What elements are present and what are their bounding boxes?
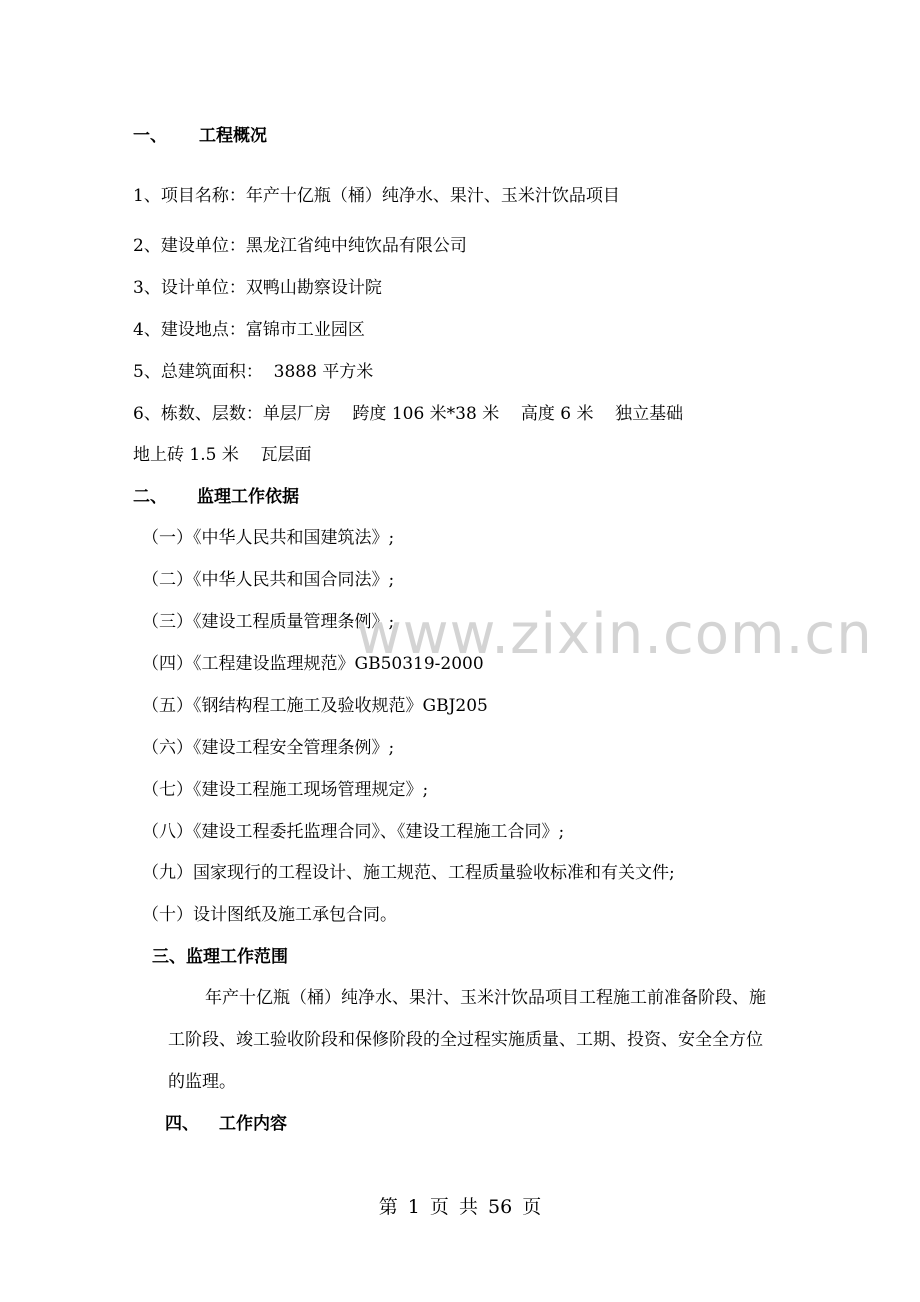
scope-paragraph-line: 的监理。 xyxy=(168,1072,236,1092)
basis-item: （八）《建设工程委托监理合同》、《建设工程施工合同》; xyxy=(142,822,565,842)
basis-item: （四）《工程建设监理规范》GB50319-2000 xyxy=(142,654,484,674)
overview-item: 5、总建筑面积： 3888 平方米 xyxy=(133,362,374,382)
section-title: 工作内容 xyxy=(219,1114,287,1134)
overview-item: 4、建设地点：富锦市工业园区 xyxy=(133,320,365,340)
section-number: 二、 xyxy=(133,487,167,507)
basis-item: （九）国家现行的工程设计、施工规范、工程质量验收标准和有关文件; xyxy=(142,863,675,883)
section-heading-1 xyxy=(133,125,267,147)
watermark: www.zixin.com.cn xyxy=(356,602,873,667)
basis-item: （五）《钢结构程工施工及验收规范》GBJ205 xyxy=(142,696,488,716)
overview-item: 2、建设单位：黑龙江省纯中纯饮品有限公司 xyxy=(133,236,467,256)
overview-item: 地上砖 1.5 米 瓦层面 xyxy=(133,445,312,465)
overview-item: 3、设计单位：双鸭山勘察设计院 xyxy=(133,278,382,298)
page-footer: 第 1 页 共 56 页 xyxy=(378,1196,542,1218)
basis-item: （三）《建设工程质量管理条例》; xyxy=(142,612,395,632)
basis-item: （一）《中华人民共和国建筑法》; xyxy=(142,528,395,548)
basis-item: （七）《建设工程施工现场管理规定》; xyxy=(142,780,429,800)
overview-item: 1、项目名称：年产十亿瓶（桶）纯净水、果汁、玉米汁饮品项目 xyxy=(133,186,620,206)
section-title: 工程概况 xyxy=(199,126,267,146)
section-number: 四、 xyxy=(165,1114,199,1134)
scope-paragraph-line: 年产十亿瓶（桶）纯净水、果汁、玉米汁饮品项目工程施工前准备阶段、施 xyxy=(205,988,766,1008)
overview-item: 6、栋数、层数：单层厂房 跨度 106 米*38 米 高度 6 米 独立基础 xyxy=(133,404,684,424)
section-heading-2 xyxy=(133,486,299,508)
basis-item: （六）《建设工程安全管理条例》; xyxy=(142,738,395,758)
scope-paragraph-line: 工阶段、竣工验收阶段和保修阶段的全过程实施质量、工期、投资、安全全方位 xyxy=(168,1030,763,1050)
section-heading-4 xyxy=(165,1113,287,1135)
basis-item: （十）设计图纸及施工承包合同。 xyxy=(142,905,397,925)
basis-item: （二）《中华人民共和国合同法》; xyxy=(142,570,395,590)
section-number: 一、 xyxy=(133,126,167,146)
section-title: 监理工作依据 xyxy=(197,487,299,507)
section-heading-3: 三、监理工作范围 xyxy=(152,947,288,967)
